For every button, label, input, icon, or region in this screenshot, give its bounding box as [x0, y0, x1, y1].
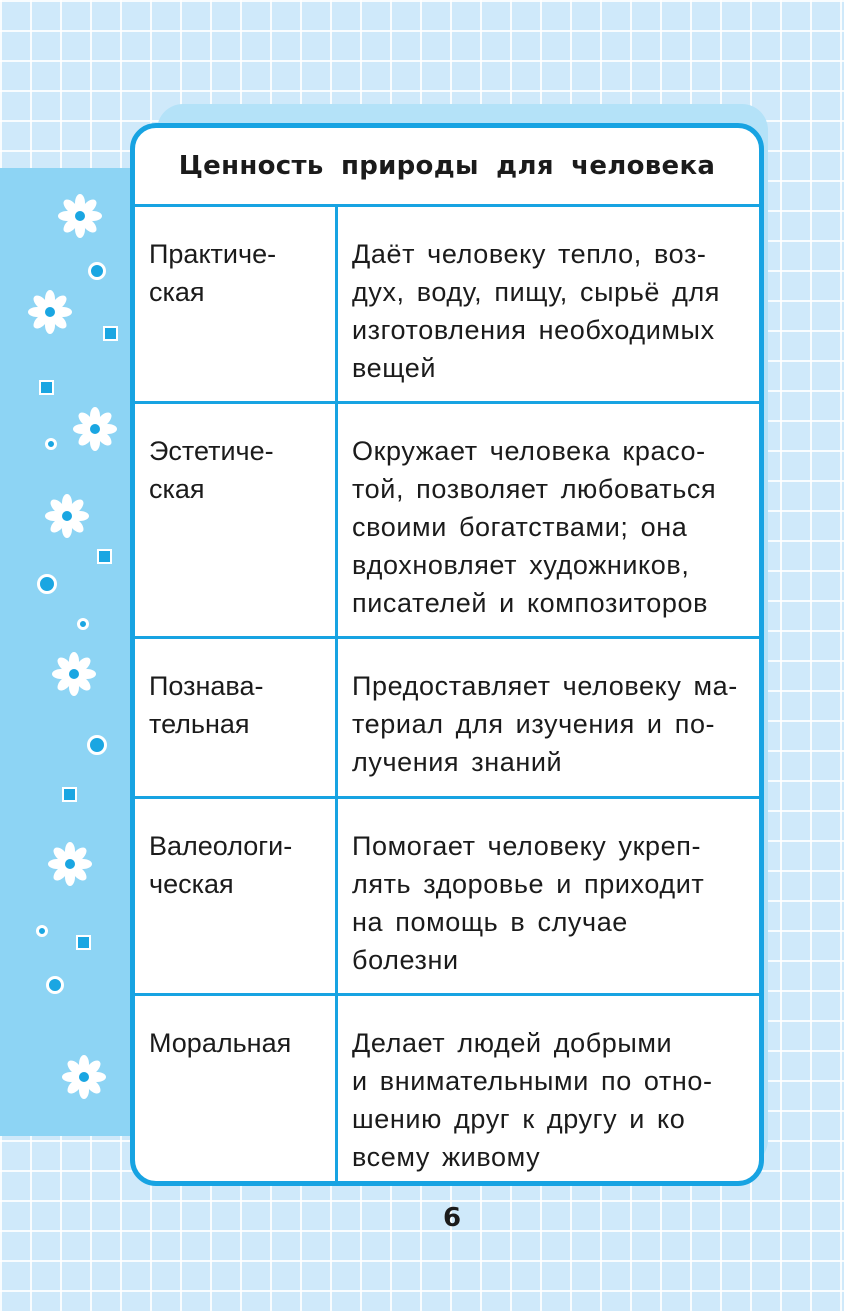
square-icon	[103, 326, 118, 341]
page-number: 6	[442, 1203, 462, 1233]
flower-icon	[73, 407, 117, 451]
table-row	[135, 639, 759, 799]
table-row	[135, 404, 759, 639]
description-line: териал для изучения и по-	[352, 709, 716, 739]
description-line: лять здоровье и приходит	[352, 869, 705, 899]
value-kind-line: ская	[149, 277, 205, 307]
flower-icon	[52, 652, 96, 696]
table-row	[135, 799, 759, 996]
square-icon	[62, 787, 77, 802]
value-description-cell	[338, 404, 759, 636]
dot-icon	[77, 618, 89, 630]
dot-icon	[88, 262, 106, 280]
description-line: всему живому	[352, 1142, 541, 1172]
dot-icon	[37, 574, 57, 594]
description-line: Помогает человеку укреп-	[352, 831, 702, 861]
dot-icon	[36, 925, 48, 937]
description-line: на помощь в случае	[352, 907, 628, 937]
value-kind-line: ческая	[149, 869, 234, 899]
flower-icon	[58, 194, 102, 238]
value-kind-line: Эстетиче-	[149, 436, 274, 466]
value-description-cell	[338, 799, 759, 993]
value-kind-line: Моральная	[149, 1028, 292, 1058]
value-kind-cell	[135, 207, 338, 401]
value-kind-line: тельная	[149, 709, 250, 739]
square-icon	[97, 549, 112, 564]
value-kind-line: Познава-	[149, 671, 264, 701]
description-line: и внимательными по отно-	[352, 1066, 713, 1096]
value-kind-line: Практиче-	[149, 239, 277, 269]
value-kind-cell	[135, 799, 338, 993]
dot-icon	[46, 976, 64, 994]
description-line: Предоставляет человеку ма-	[352, 671, 738, 701]
dot-icon	[87, 735, 107, 755]
dot-icon	[45, 438, 57, 450]
flower-icon	[45, 494, 89, 538]
value-description-cell	[338, 639, 759, 796]
description-line: Окружает человека красо-	[352, 436, 706, 466]
description-line: писателей и композиторов	[352, 588, 709, 618]
flower-icon	[28, 290, 72, 334]
value-kind-line: ская	[149, 474, 205, 504]
description-line: своими богатствами; она	[352, 512, 688, 542]
value-kind-cell	[135, 639, 338, 796]
table-title: Ценность природы для человека	[135, 128, 759, 207]
description-line: вдохновляет художников,	[352, 550, 690, 580]
description-line: Делает людей добрыми	[352, 1028, 673, 1058]
description-line: вещей	[352, 353, 437, 383]
value-description-cell	[338, 996, 759, 1181]
flower-icon	[62, 1055, 106, 1099]
description-line: изготовления необходимых	[352, 315, 715, 345]
description-line: лучения знаний	[352, 747, 563, 777]
flower-icon	[48, 842, 92, 886]
square-icon	[76, 935, 91, 950]
description-line: дух, воду, пищу, сырьё для	[352, 277, 721, 307]
value-kind-cell	[135, 996, 338, 1181]
description-line: шению друг к другу и ко	[352, 1104, 686, 1134]
table-row	[135, 207, 759, 404]
description-line: той, позволяет любоваться	[352, 474, 717, 504]
value-kind-cell	[135, 404, 338, 636]
table-row	[135, 996, 759, 1181]
description-line: Даёт человеку тепло, воз-	[352, 239, 707, 269]
value-description-cell	[338, 207, 759, 401]
value-kind-line: Валеологи-	[149, 831, 293, 861]
square-icon	[39, 380, 54, 395]
description-line: болезни	[352, 945, 459, 975]
values-table	[130, 123, 764, 1186]
